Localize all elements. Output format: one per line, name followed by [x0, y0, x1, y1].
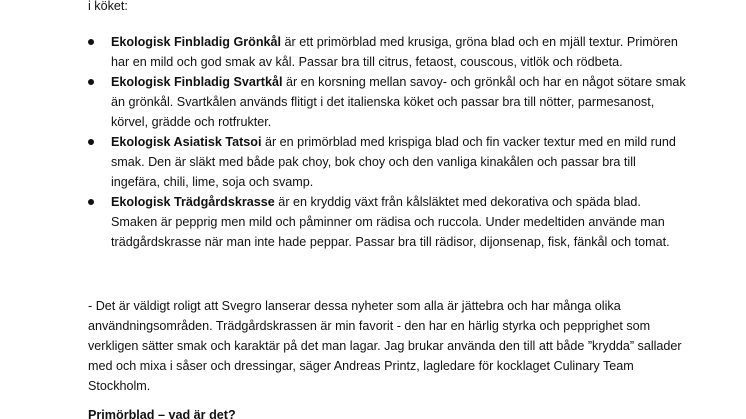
bullet-icon [88, 199, 94, 205]
section-heading: Primörblad – vad är det? [88, 408, 236, 419]
list-item [88, 132, 688, 192]
product-name: Ekologisk Trädgårdskrasse [111, 195, 275, 209]
product-name: Ekologisk Finbladig Grönkål [111, 35, 282, 49]
product-description: är ett primörblad med krusiga, gröna blad och en mjäll textur. Primören har en mild och god smak av kål. Passar bra till citrus, fetaost, couscous, vitlök och rödbeta. [111, 35, 678, 69]
bullet-icon [88, 139, 94, 145]
list-item [88, 32, 688, 72]
product-list [88, 32, 688, 252]
quote-paragraph: - Det är väldigt roligt att Svegro lanserar dessa nyheter som alla är jättebra och har många olika användningsområden. Trädgårdskrassen är min favorit - den har en härlig styrka och pepprighet som verkligen sätter smak och karaktär på det man lagar. Jag brukar använda den till att både ”krydda” sallader med och mixa i såser och dressingar, säger Andreas Printz, lagledare för kocklaget Culinary Team Stockholm. [88, 299, 682, 393]
product-description: är en primörblad med krispiga blad och fin vacker textur med en mild rund smak. Den är släkt med både pak choy, bok choy och den vanliga kinakålen och passar bra till ingefära, chili, lime, soja och svamp. [111, 135, 676, 189]
product-description: är en kryddig växt från kålsläktet med dekorativa och späda blad. Smaken är pepprig men mild och påminner om rädisa och ruccola. Under medeltiden använde man trädgårdskrasse när man inte hade peppar. Passar bra till rädisor, dijonsenap, fisk, fänkål och tomat. [111, 195, 670, 249]
intro-fragment: i köket: [88, 0, 128, 13]
bullet-icon [88, 39, 94, 45]
list-item [88, 192, 688, 252]
bullet-icon [88, 79, 94, 85]
product-description: är en korsning mellan savoy- och grönkål och har en något sötare smak än grönkål. Svartkålen används flitigt i det italienska köket och passar bra till nötter, parmesanost, körvel, grädde och rotfrukter. [111, 75, 686, 129]
product-name: Ekologisk Asiatisk Tatsoi [111, 135, 262, 149]
product-name: Ekologisk Finbladig Svartkål [111, 75, 283, 89]
list-item [88, 72, 688, 132]
